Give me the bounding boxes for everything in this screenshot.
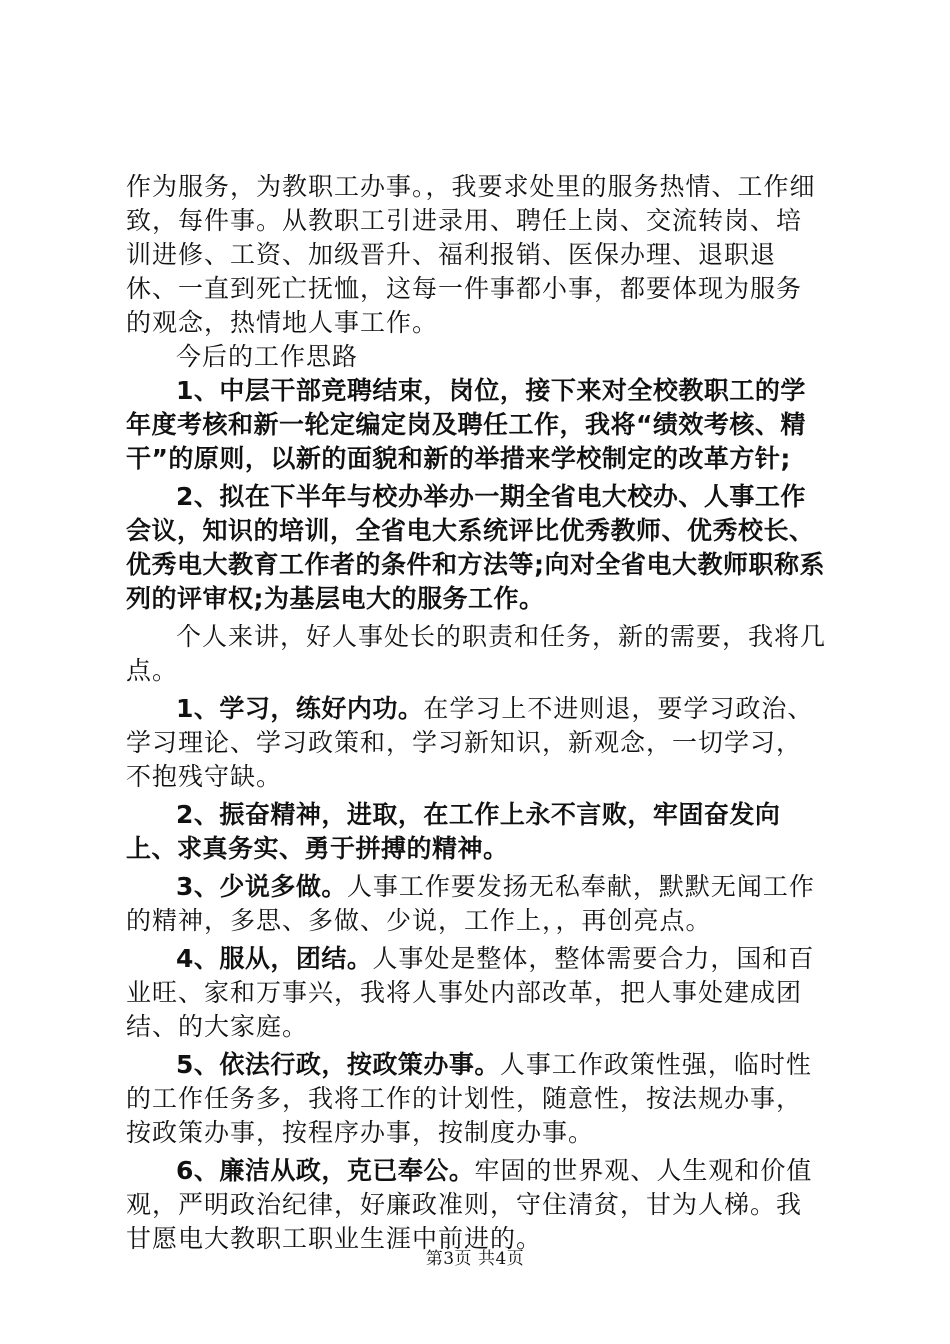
- paragraph-point-4: [126, 942, 826, 1044]
- point-5-lead: 5、依法行政，按政策办事。: [176, 1050, 500, 1079]
- paragraph-personal-intro: 个人来讲，好人事处长的职责和任务，新的需要，我将几点。: [126, 622, 827, 685]
- document-body: [126, 170, 826, 1256]
- point-4-text: 人事处是整体，整体需要合力，国和百业旺、家和万事兴，我将人事处内部改革，把人事处建成团结、的大家庭。: [126, 944, 815, 1041]
- page-number-footer: 第3页 共4页: [425, 1249, 525, 1269]
- point-6-text: 牢固的世界观、人生观和价值观，严明政治纪律，好廉政准则，守住清贫，甘为人梯。我甘愿电大教职工职业生涯中前进的。: [126, 1156, 813, 1253]
- paragraph-point-3: [126, 870, 826, 938]
- point-5-text: 人事工作政策性强，临时性的工作任务多，我将工作的计划性，随意性，按法规办事，按政策办事，按程序办事，按制度办事。: [126, 1050, 812, 1147]
- point-3-lead: 3、少说多做。: [176, 872, 347, 901]
- point-6-lead: 6、廉洁从政，克已奉公。: [176, 1156, 475, 1185]
- paragraph-point-2: 2、振奋精神，进取，在工作上永不言败，牢固奋发向上、求真务实、勇于拼搏的精神。: [126, 800, 781, 863]
- paragraph-point-1: [126, 692, 826, 794]
- paragraph-intro: 作为服务，为教职工办事。，我要求处里的服务热情、工作细致，每件事。从教职工引进录用、聘任上岗、交流转岗、培训进修、工资、加级晋升、福利报销、医保办理、退职退休、一直到死亡抚恤，这每一件事都小事，都要体现为服务的观念，热情地人事工作。: [126, 172, 816, 337]
- point-4-lead: 4、服从，团结。: [176, 944, 373, 973]
- paragraph-point-6: [126, 1154, 826, 1256]
- point-3-text: 人事工作要发扬无私奉献，默默无闻工作的精神，多思、多做、少说，工作上，，再创亮点。: [126, 872, 815, 935]
- paragraph-plan-2: 2、拟在下半年与校办举办一期全省电大校办、人事工作会议，知识的培训，全省电大系统评比优秀教师、优秀校长、优秀电大教育工作者的条件和方法等;向对全省电大教师职称系列的评审权;为基层电大的服务工作。: [126, 482, 825, 613]
- point-1-lead: 1、学习，练好内功。: [176, 694, 424, 723]
- paragraph-heading-future-work: 今后的工作思路: [176, 342, 359, 371]
- paragraph-point-5: [126, 1048, 826, 1150]
- point-1-text: 在学习上不进则退，要学习政治、学习理论、学习政策和，学习新知识，新观念，一切学习，不抱残守缺。: [126, 694, 814, 791]
- paragraph-plan-1: 1、中层干部竞聘结束，岗位，接下来对全校教职工的学年度考核和新一轮定编定岗及聘任工作，我将“绩效考核、精干”的原则，以新的面貌和新的举措来学校制定的改革方针;: [126, 376, 806, 473]
